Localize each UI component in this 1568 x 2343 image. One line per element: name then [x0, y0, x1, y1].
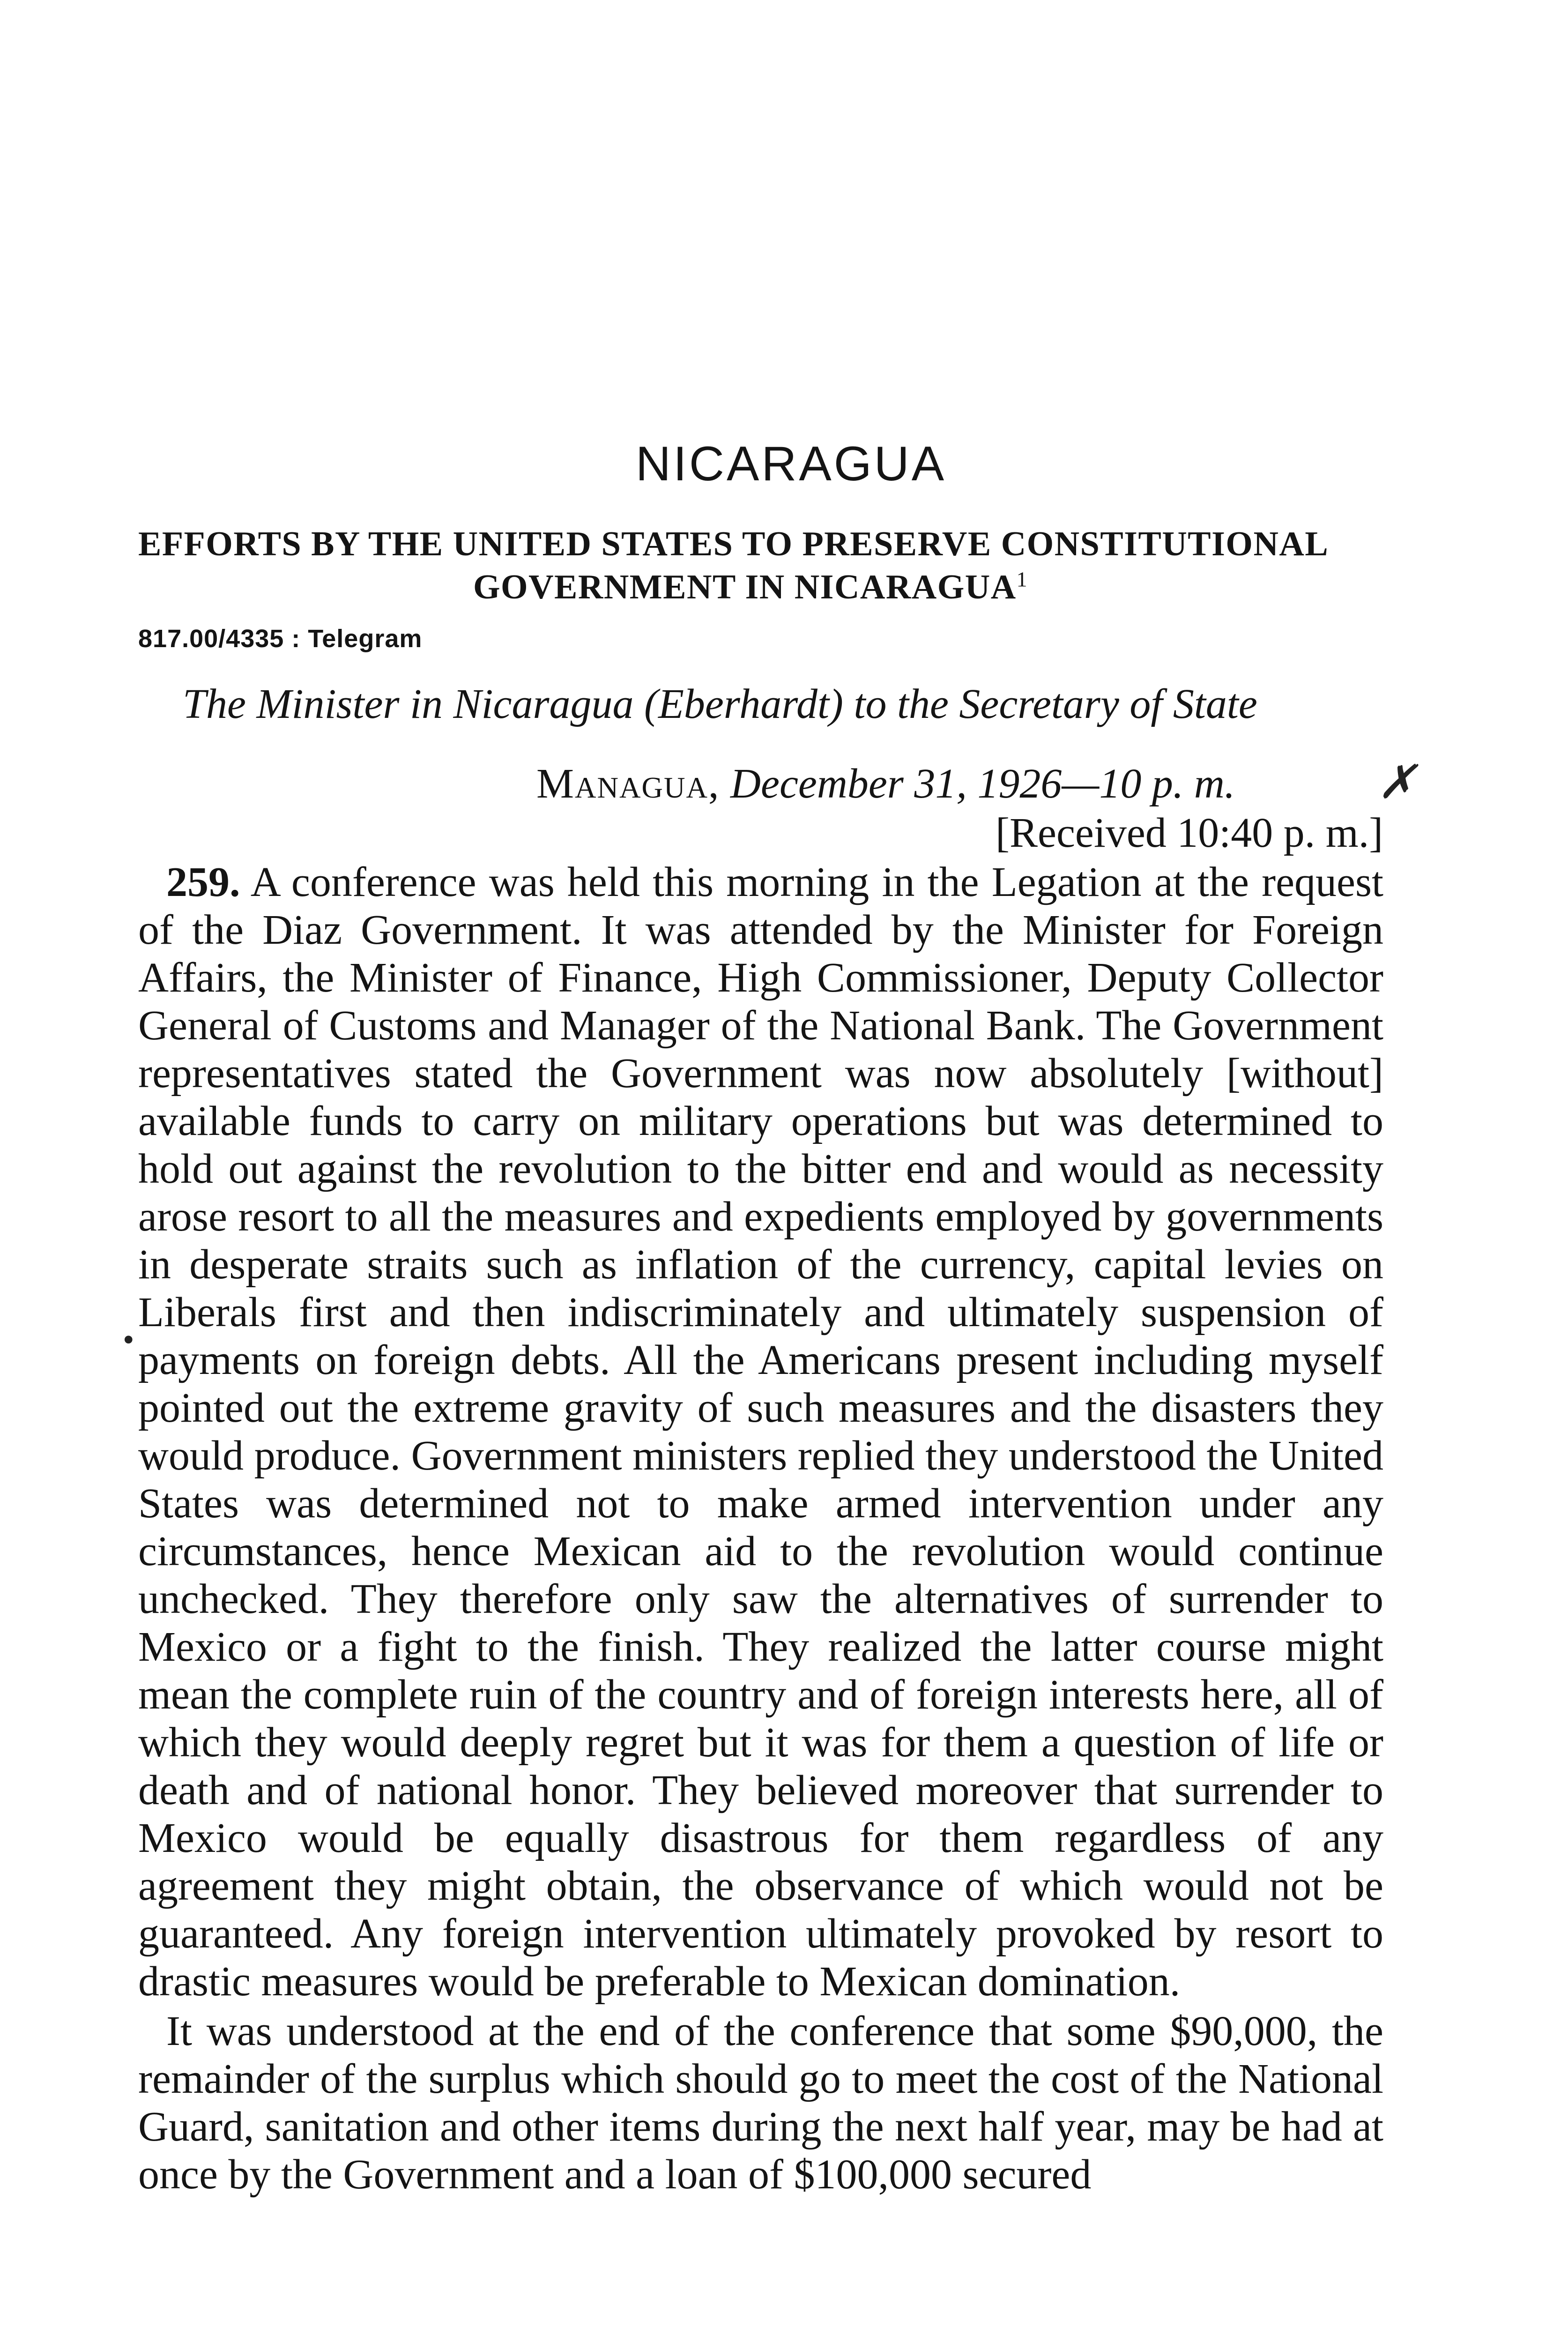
- telegram-number: 259.: [166, 859, 240, 905]
- paragraph-2: It was understood at the end of the conference that some $90,000, the remainder of the surplus which should go to meet the cost of the National Guard, sanitation and other items during the next half year, may be had at once by the Government and a loan of $100,000 secured: [138, 2008, 1383, 2198]
- margin-check-mark: ✗: [1377, 756, 1417, 808]
- dateline: [536, 758, 1235, 810]
- dateline-date: December 31, 1926—10 p. m.: [720, 761, 1235, 807]
- address-line: The Minister in Nicaragua (Eberhardt) to the Secretary of State: [183, 681, 1257, 727]
- heading-footnote-ref: 1: [1016, 567, 1028, 591]
- country-title: NICARAGUA: [635, 437, 947, 491]
- paragraph-1: [138, 858, 1383, 2006]
- paragraph-1-text: A conference was held this morning in the Legation at the request of the Diaz Government. It was attended by the Minister for Foreign Affairs, the Minister of Finance, High Commissioner, Deputy Collector General of Customs and Manager of the National Bank. The Government representatives stated the Government was now absolutely [without] available funds to carry on military operations but was determined to hold out against the revolution to the bitter end and would as necessity arose resort to all the measures and expedients employed by governments in desperate straits such as inflation of the currency, capital levies on Liberals first and then indiscriminately and ultimately suspension of payments on foreign debts. All the Americans present including myself pointed out the extreme gravity of such measures and the disasters they would produce. Government ministers replied they understood the United States was determined not to make armed intervention under any circumstances, hence Mexican aid to the revolution would continue unchecked. They therefore only saw the alternatives of surrender to Mexico or a fight to the finish. They realized the latter course might mean the complete ruin of the country and of foreign interests here, all of which they would deeply regret but it was for them a question of life or death and of national honor. They believed moreover that surrender to Mexico would be equally disastrous for them regardless of any agreement they might obtain, the observance of which would not be guaranteed. Any foreign intervention ultimately provoked by resort to drastic measures would be preferable to Mexican domination.: [138, 859, 1383, 2005]
- file-reference: 817.00/4335 : Telegram: [138, 625, 423, 653]
- section-heading-line2-wrap: [138, 566, 1384, 609]
- margin-dot: •: [123, 1322, 134, 1358]
- section-heading-line1: EFFORTS BY THE UNITED STATES TO PRESERVE CONSTITUTIONAL: [138, 525, 1329, 563]
- section-heading-line2: GOVERNMENT IN NICARAGUA: [473, 568, 1017, 606]
- received-line: [Received 10:40 p. m.]: [996, 810, 1383, 856]
- telegram-body: [138, 858, 1383, 2199]
- dateline-place: Managua,: [536, 761, 720, 807]
- section-heading: [138, 522, 1384, 609]
